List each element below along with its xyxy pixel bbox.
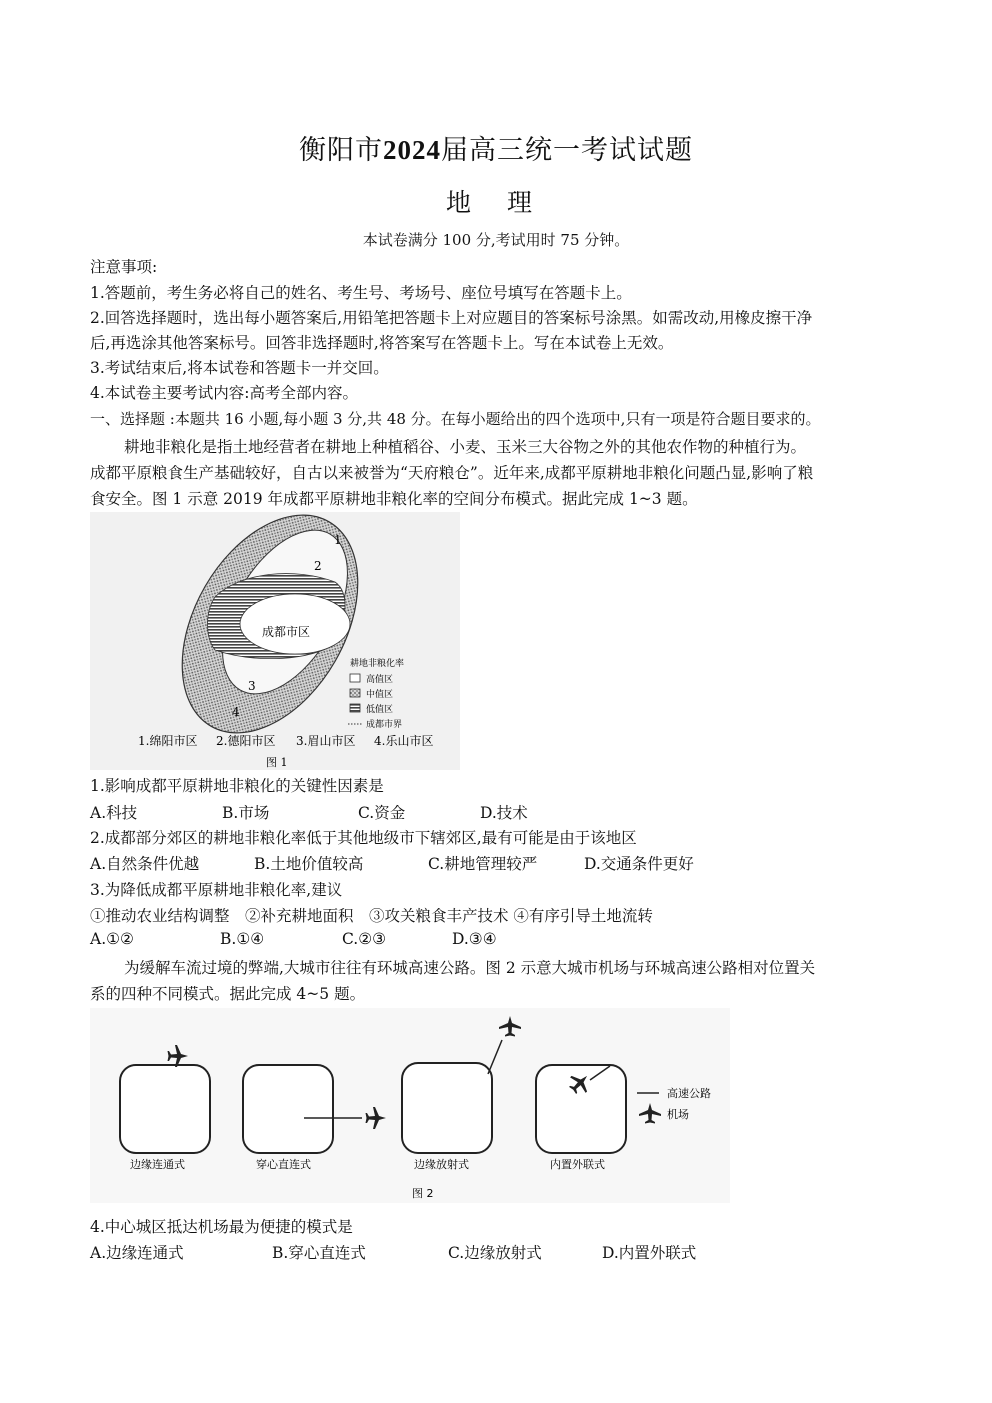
- region-label-1: 1.绵阳市区: [138, 734, 198, 748]
- region-num-3: 3: [248, 679, 256, 693]
- mode-label-2: 穿心直连式: [256, 1158, 311, 1171]
- q4-option-c[interactable]: C.边缘放射式: [448, 1244, 542, 1262]
- q1-option-c[interactable]: C.资金: [358, 804, 406, 822]
- exam-title: 衡阳市2024届高三统一考试试题: [299, 135, 693, 166]
- legend-high: 高值区: [366, 675, 394, 685]
- q4-option-b[interactable]: B.穿心直连式: [272, 1244, 366, 1262]
- q2-option-d[interactable]: D.交通条件更好: [584, 855, 694, 873]
- q3-option-b[interactable]: B.①④: [220, 930, 265, 948]
- legend-highway: 高速公路: [667, 1087, 711, 1100]
- mode3-ring: [402, 1063, 492, 1153]
- legend-mid: 中值区: [366, 690, 394, 700]
- figure-2-caption: 图 2: [412, 1187, 434, 1200]
- score-note: 本试卷满分 100 分,考试用时 75 分钟。: [362, 231, 630, 249]
- q1-option-d[interactable]: D.技术: [480, 804, 528, 822]
- notice-2-cont: 后,再选涂其他答案标号。回答非选择题时,将答案写在答题卡上。写在本试卷上无效。: [90, 334, 674, 352]
- chengdu-urban: [240, 594, 350, 654]
- q2-option-a[interactable]: A.自然条件优越: [90, 855, 200, 873]
- q1-option-a[interactable]: A.科技: [90, 804, 138, 822]
- notice-4: 4.本试卷主要考试内容:高考全部内容。: [90, 384, 359, 402]
- legend-title: 耕地非粮化率: [350, 659, 405, 669]
- mode-label-4: 内置外联式: [550, 1158, 605, 1171]
- section-heading: 一、选择题 :本题共 16 小题,每小题 3 分,共 48 分。在每小题给出的四个选项中,只有一项是符合题目要求的。: [90, 410, 821, 428]
- region-num-4: 4: [232, 705, 240, 719]
- q4-stem: 4.中心城区抵达机场最为便捷的模式是: [90, 1218, 353, 1236]
- q3-items: ①推动农业结构调整 ②补充耕地面积 ③攻关粮食丰产技术 ④有序引导土地流转: [90, 907, 653, 925]
- q4-option-a[interactable]: A.边缘连通式: [90, 1244, 184, 1262]
- q2-option-b[interactable]: B.土地价值较高: [254, 855, 364, 873]
- mode1-ring: [120, 1065, 210, 1153]
- mode4-ring: [536, 1065, 626, 1153]
- figure-2: [90, 1008, 730, 1203]
- legend-airport: 机场: [667, 1108, 689, 1121]
- passage1-line3: 食安全。图 1 示意 2019 年成都平原耕地非粮化率的空间分布模式。据此完成 1~3 题。: [90, 490, 698, 508]
- mode2-ring: [243, 1065, 333, 1153]
- subject-title: 地 理: [446, 188, 546, 217]
- region-num-1: 1: [334, 533, 342, 547]
- q2-stem: 2.成都部分郊区的耕地非粮化率低于其他地级市下辖郊区,最有可能是由于该地区: [90, 829, 637, 847]
- figure-1: [90, 512, 460, 770]
- notice-3: 3.考试结束后,将本试卷和答题卡一并交回。: [90, 359, 389, 377]
- q1-option-b[interactable]: B.市场: [222, 804, 270, 822]
- region-label-2: 2.德阳市区: [216, 734, 276, 748]
- region-num-2: 2: [314, 559, 322, 573]
- legend-boundary: 成都市界: [366, 720, 403, 730]
- mode-label-1: 边缘连通式: [130, 1158, 185, 1171]
- passage1-line2: 成都平原粮食生产基础较好，自古以来被誉为“天府粮仓”。近年来,成都平原耕地非粮化问题凸显,影响了粮: [90, 464, 814, 482]
- q3-option-c[interactable]: C.②③: [342, 930, 387, 948]
- figure-1-caption: 图 1: [266, 756, 288, 769]
- q3-stem: 3.为降低成都平原耕地非粮化率,建议: [90, 881, 343, 899]
- region-label-3: 3.眉山市区: [296, 734, 356, 748]
- q3-option-a[interactable]: A.①②: [90, 930, 134, 948]
- passage2-line1: 为缓解车流过境的弊端,大城市往往有环城高速公路。图 2 示意大城市机场与环城高速公路相对位置关: [124, 959, 816, 977]
- center-label: 成都市区: [262, 625, 311, 639]
- notice-2: 2.回答选择题时，选出每小题答案后,用铅笔把答题卡上对应题目的答案标号涂黑。如需改动,用橡皮擦干净: [90, 309, 813, 327]
- legend-low: 低值区: [366, 705, 394, 715]
- q3-option-d[interactable]: D.③④: [452, 930, 497, 948]
- passage1-line1: 耕地非粮化是指土地经营者在耕地上种植稻谷、小麦、玉米三大谷物之外的其他农作物的种植行为。: [124, 438, 807, 456]
- q4-option-d[interactable]: D.内置外联式: [602, 1244, 697, 1262]
- region-label-4: 4.乐山市区: [374, 734, 434, 748]
- q1-stem: 1.影响成都平原耕地非粮化的关键性因素是: [90, 777, 384, 795]
- passage2-line2: 系的四种不同模式。据此完成 4~5 题。: [90, 985, 366, 1003]
- q2-option-c[interactable]: C.耕地管理较严: [428, 855, 538, 873]
- notice-header: 注意事项:: [90, 258, 158, 276]
- notice-1: 1.答题前，考生务必将自己的姓名、考生号、考场号、座位号填写在答题卡上。: [90, 284, 632, 302]
- mode-label-3: 边缘放射式: [414, 1158, 469, 1171]
